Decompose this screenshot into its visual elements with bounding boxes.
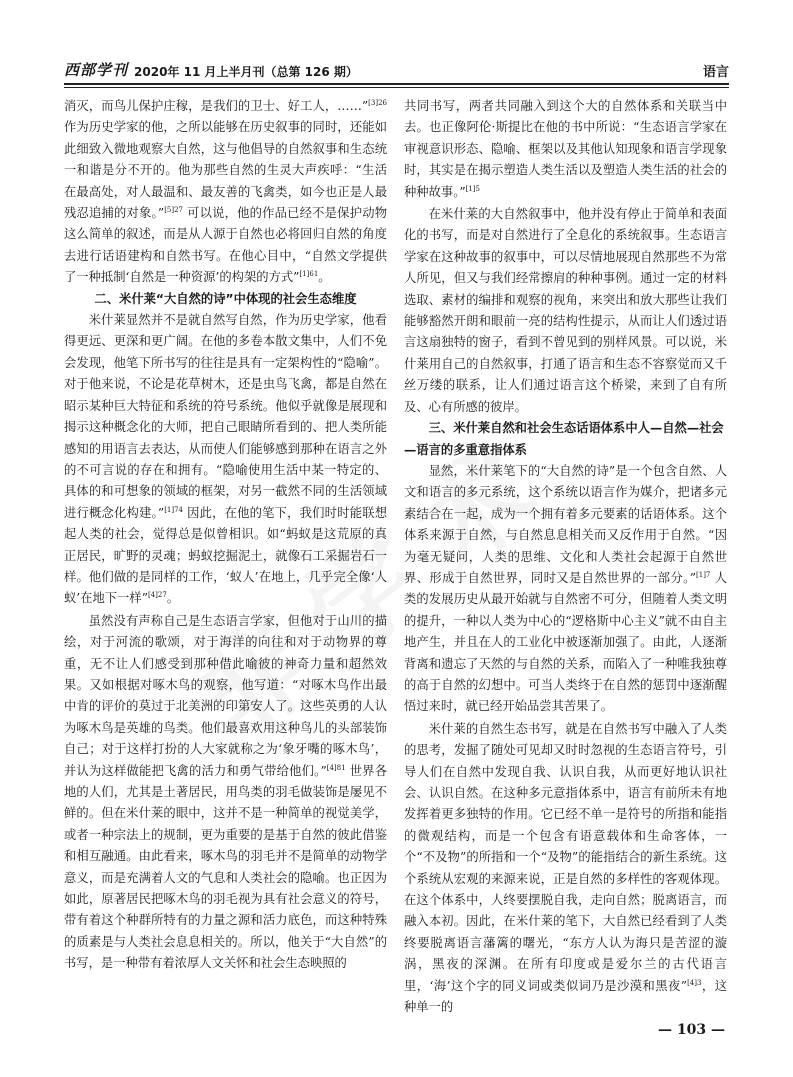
paragraph: 米什莱的自然生态书写，就是在自然书写中融入了人类的思考，发掘了随处可见却又时时忽视的生态语言符号，引导人们在自然中发现自我、认识自我，从而更好地认识社会、认识自然。在这种多元意指体系中，语言有前所未有地发挥着更多独特的作用。它已经不单一是符号的所指和能指的微观结构，而是一个包含有语意载体和生命客体，一个“不及物”的所指和一个“及物”的能指结合的新生系统。这个系统从宏观的来源来说，正是自然的多样性的客观体现。在这个体系中，人终要摆脱自我，走向自然；脱离语言，而融入本初。因此，在米什莱的笔下，大自然已经看到了人类终要脱离语言藩篱的曙光，“东方人认为海只是苦涩的漩涡，黑夜的深渊。在所有印度或是爱尔兰的古代语言里，‘海’这个字的同义词或类似词乃是沙漠和黑夜”$^{[4]3}$，这种单一的 xyxy=(404,721,727,1015)
paragraph: 米什莱显然并不是就自然写自然，作为历史学家，他看得更远、更深和更广阔。在他的多卷本散文集中，人们不免会发现，他笔下所书写的往往是具有一定架构性的“隐喻”。对于他来说，不论是花草树木，还是虫鸟飞禽，都是自然在昭示某种巨大特征和系统的符号系统。他似乎就像是展现和揭示这种概念化的大师，把自己眼睛所看到的、把人类所能感知的用语言去表达，从而使人们能够感到那种在语言之外的不可言说的存在和拥有。“隐喻使用生活中某一特定的、具体的和可想象的领域的框架，对另一截然不同的生活领域进行概念化构建。”$^{[1]74}$ 因此，在他的笔下，我们时时能联想起人类的社会，觉得总是似曾相识。如“蚂蚁是这荒原的真正居民，旷野的灵魂；蚂蚁挖掘泥土，就像石工采掘岩石一样。他们做的是同样的工作，‘蚁人’在地上，几乎完全像‘人蚁’在地下一样”$^{[4]27}$。 xyxy=(64,313,387,606)
right-column xyxy=(404,96,727,1018)
running-header xyxy=(64,58,729,80)
section-heading: 二、米什莱“大自然的诗”中体现的社会生态维度 xyxy=(94,291,357,306)
paragraph: 显然，米什莱笔下的“大自然的诗”是一个包含自然、人文和语言的多元系统，这个系统以语言作为媒介，把诸多元素结合在一起，成为一个拥有着多元要素的话语体系。这个体系来源于自然，与自然息息相关而又反作用于自然。“因为毫无疑问，人类的思维、文化和人类社会起源于自然世界、形成于自然世界，同时又是自然世界的一部分。”$^{[1]7}$ 人类的发展历史从最开始就与自然密不可分，但随着人类文明的提升，一种以人类为中心的“逻格斯中心主义”就不由自主地产生，并且在人的工业化中被逐渐加强了。由此，人逐渐背离和遗忘了天然的与自然的关系，而陷入了一种唯我独尊的高于自然的幻想中。可当人类终于在自然的惩罚中逐渐醒悟过来时，就已经开始品尝其苦果了。 xyxy=(404,463,727,714)
left-column xyxy=(64,96,387,975)
issue-info: 2020年 11 月上半月刊（总第 126 期） xyxy=(134,65,358,79)
section-name: 语言 xyxy=(702,65,729,80)
header-rule-thin xyxy=(64,87,729,88)
paragraph: 共同书写，两者共同融入到这个大的自然体系和关联当中去。也正像阿伦·斯提比在他的书中所说：“生态语言学家在审视意识形态、隐喻、框架以及其他认知现象和语言学现象时，其实是在揭示塑造人类生活以及塑造人类生活的社会的种种故事。”$^{[1]5}$ xyxy=(404,99,727,199)
section-heading: 三、米什莱自然和社会生态话语体系中人—自然—社会—语言的多重意指体系 xyxy=(404,421,724,457)
paragraph: 在米什莱的大自然叙事中，他并没有停止于简单和表面化的书写，而是对自然进行了全息化的系统叙事。生态语言学家在这种故事的叙事中，可以尽情地展现自然那些不为常人所见，但又与我们经常擦肩的种种事例。通过一定的材料选取、素材的编排和观察的视角，来突出和放大那些让我们能够豁然开朗和眼前一亮的结构性提示，从而让人们透过语言这扇独特的窗子，看到不曾见到的别样风景。可以说，米什莱用自己的自然叙事，打通了语言和生态不容察觉而又千丝万缕的联系，让人们通过语言这个桥梁，来到了自有所及、心有所感的彼岸。 xyxy=(404,207,727,414)
page-number: — 103 — xyxy=(658,1022,725,1038)
paragraph: 消灭，而鸟儿保护庄稼，是我们的卫士、好工人，……”$^{[3]26}$作为历史学家的他，之所以能够在历史叙事的同时，还能如此细致入微地观察大自然，这与他倡导的自然叙事和生态统一和谐是分不开的。他为那些自然的生灵大声疾呼：“生活在最高处，对人最温和、最友善的飞禽类，如今也正是人最残忍追捕的对象。”$^{[5]27}$ 可以说，他的作品已经不是保护动物这么简单的叙述，而是从人源于自然也必将回归自然的角度去进行话语建构和自然书写。在他心目中，“自然文学提供了一种抵制‘自然是一种资源’的构架的方式”$^{[1]61}$。 xyxy=(64,98,387,285)
header-rule-thick xyxy=(64,83,729,85)
paragraph: 虽然没有声称自己是生态语言学家，但他对于山川的描绘，对于河流的歌颂，对于海洋的向往和对于动物界的尊重，无不让人们感受到那种借此喻彼的神奇力量和超然效果。又如根据对啄木鸟的观察，他写道：“对啄木鸟作出最中肯的评价的莫过于北美洲的印第安人了。这些英勇的人认为啄木鸟是英雄的鸟类。他们最喜欢用这种鸟儿的头部装饰自己；对于这样打扮的人大家就称之为‘象牙嘴的啄木鸟’，并认为这样做能把飞禽的活力和勇气带给他们。”$^{[4]81}$ 世界各地的人们，尤其是土著居民，用鸟类的羽毛做装饰是屡见不鲜的。但在米什莱的眼中，这并不是一种简单的视觉美学，或者一种宗法上的规制，更为重要的是基于自然的彼此借鉴和相互融通。由此看来，啄木鸟的羽毛并不是简单的动物学意义，而是充满着人文的气息和人类社会的隐喻。也正因为如此，原著居民把啄木鸟的羽毛视为具有社会意义的符号，带有着这个种群所特有的力量之源和活力底色，而这种特殊的质素是与人类社会息息相关的。所以，他关于“大自然”的书写，是一种带有着浓厚人文关怀和社会生态映照的 xyxy=(64,613,387,971)
journal-logo: 西部学刊 xyxy=(64,61,129,79)
